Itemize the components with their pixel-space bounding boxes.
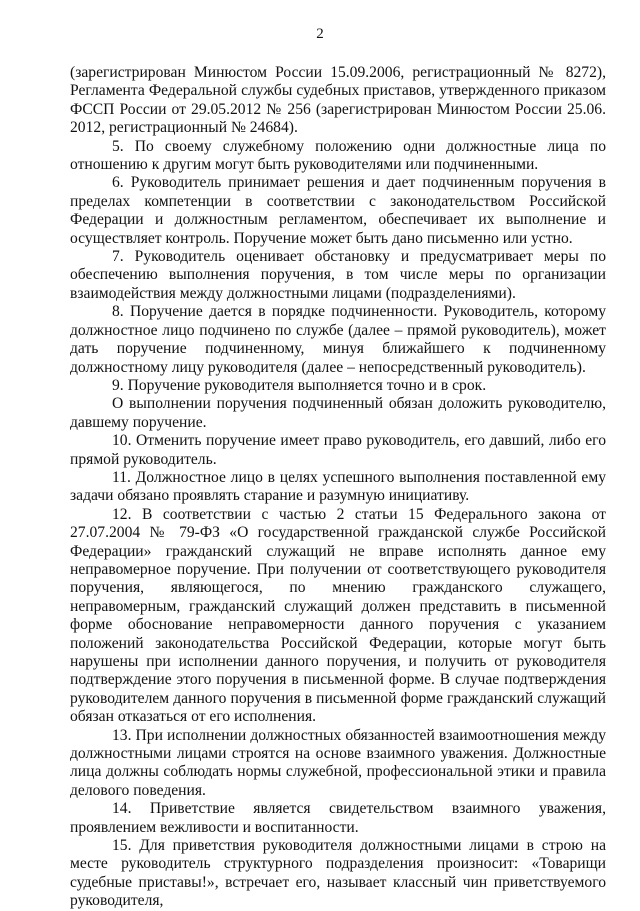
paragraph-10: 10. Отменить поручение имеет право руководитель, его давший, либо его прямой руководитель. (70, 432, 606, 468)
document-body (70, 64, 606, 911)
paragraph-8: 8. Поручение дается в порядке подчиненности. Руководитель, которому должностное лицо подчинено по службе (далее – прямой руководитель), может дать поручение подчиненному, минуя ближайшего к подчиненному должностному лицу руководителя (далее – непосредственный руководитель). (70, 303, 606, 376)
paragraph-6: 6. Руководитель принимает решения и дает подчиненным поручения в пределах компетенции в соответствии с законодательством Российской Федерации и должностным регламентом, обеспечивает их выполнение и осуществляет контроль. Поручение может быть дано письменно или устно. (70, 174, 606, 247)
page-number: 2 (316, 26, 324, 42)
paragraph-continuation: (зарегистрирован Минюстом России 15.09.2006, регистрационный № 8272), Регламента Федеральной службы судебных приставов, утвержденного приказом ФССП России от 29.05.2012 № 256 (зарегистрирован Минюстом России 25.06. 2012, регистрационный № 24684). (70, 64, 606, 137)
paragraph-15: 15. Для приветствия руководителя должностными лицами в строю на месте руководитель структурного подразделения произносит: «Товарищи судебные приставы!», встречает его, называет классный чин приветствуемого руководителя, (70, 837, 606, 910)
paragraph-9: 9. Поручение руководителя выполняется точно и в срок. (112, 376, 487, 394)
paragraph-5: 5. По своему служебному положению одни должностные лица по отношению к другим могут быть руководителями или подчиненными. (70, 137, 606, 174)
paragraph-14: 14. Приветствие является свидетельством взаимного уважения, проявлением вежливости и воспитанности. (70, 800, 606, 836)
paragraph-11: 11. Должностное лицо в целях успешного выполнения поставленной ему задачи обязано проявлять старание и разумную инициативу. (70, 468, 606, 505)
paragraph-9-report: О выполнении поручения подчиненный обязан доложить руководителю, давшему поручение. (70, 395, 606, 431)
paragraph-12: 12. В соответствии с частью 2 статьи 15 Федерального закона от 27.07.2004 № 79-ФЗ «О государственной гражданской службе Российской Федерации» гражданский служащий не вправе исполнять данное ему неправомерное поручение. При получении от соответствующего руководителя поручения, являющегося, по мнению гражданского служащего, неправомерным, гражданский служащий должен представить в письменной форме обоснование неправомерности данного поручения с указанием положений законодательства Российской Федерации, которые могут быть нарушены при исполнении данного поручения, и получить от руководителя подтверждение этого поручения в письменной форме. В случае подтверждения руководителем данного поручения в письменной форме гражданский служащий обязан отказаться от его исполнения. (70, 505, 606, 726)
paragraph-7: 7. Руководитель оценивает обстановку и предусматривает меры по обеспечению выполнения поручения, в том числе меры по организации взаимодействия между должностными лицами (подразделениями). (70, 248, 606, 302)
paragraph-13: 13. При исполнении должностных обязанностей взаимоотношения между должностными лицами строятся на основе взаимного уважения. Должностные лица должны соблюдать нормы служебной, профессиональной этики и правила делового поведения. (70, 726, 606, 799)
